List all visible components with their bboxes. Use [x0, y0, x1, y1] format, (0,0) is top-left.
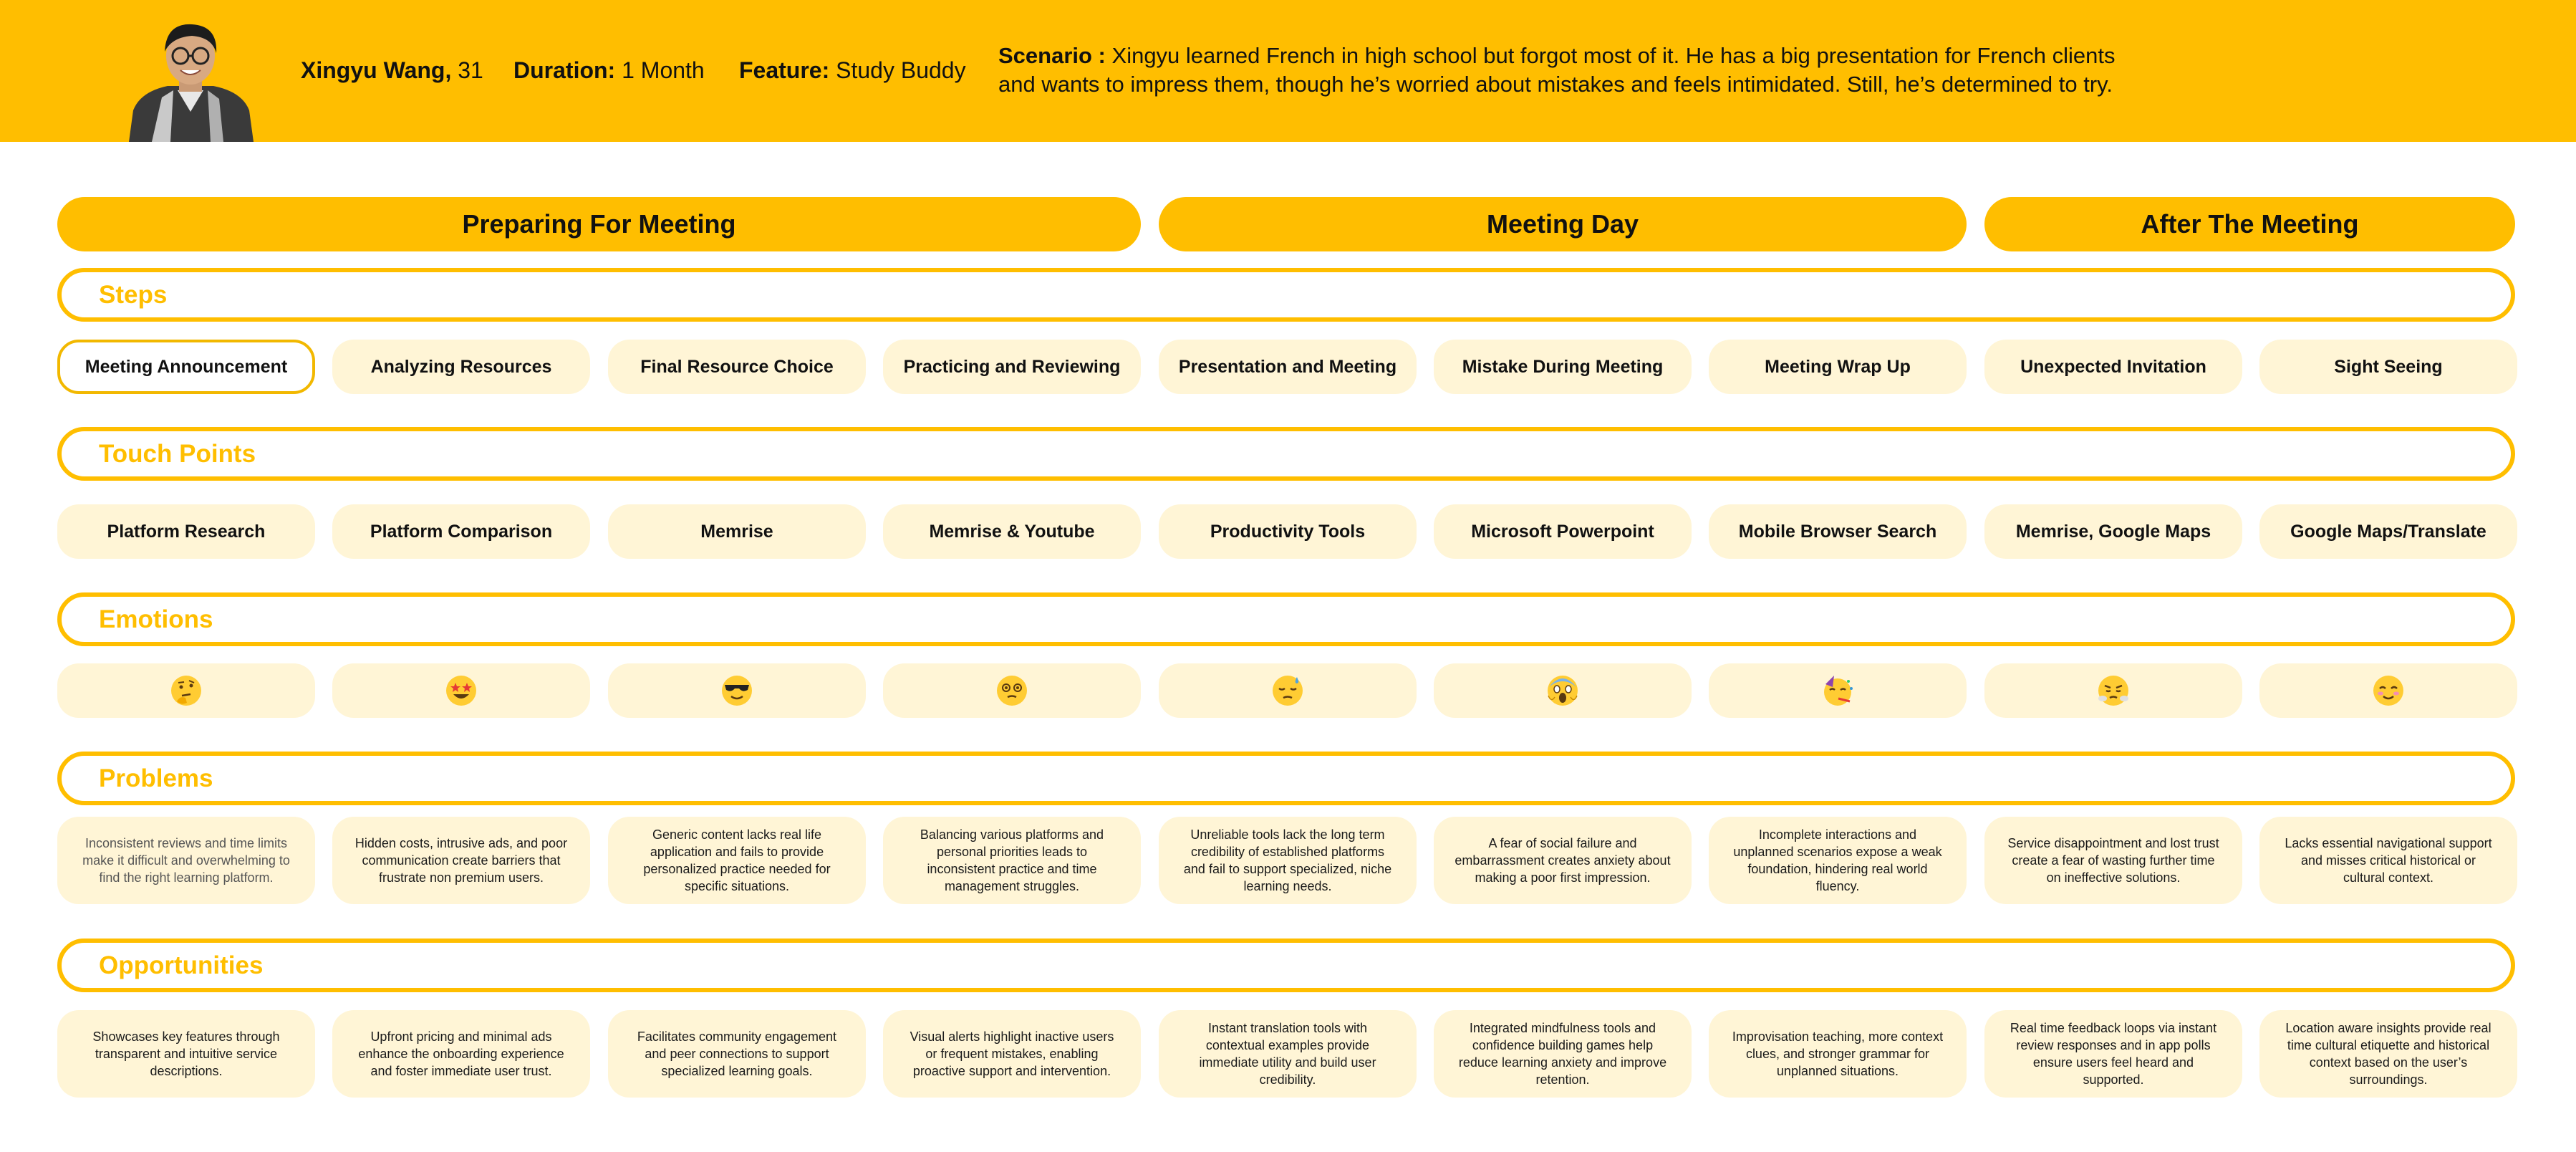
touch-point-item: Microsoft Powerpoint: [1434, 504, 1692, 559]
step-item[interactable]: Meeting Wrap Up: [1709, 340, 1967, 394]
persona-avatar: [123, 19, 258, 142]
step-item[interactable]: Presentation and Meeting: [1159, 340, 1417, 394]
section-problems: Problems: [57, 752, 2515, 805]
step-item[interactable]: Final Resource Choice: [608, 340, 866, 394]
problem-item: Generic content lacks real life application and fails to provide personalized practice needed for specific situations.: [608, 817, 866, 904]
step-item[interactable]: Analyzing Resources: [332, 340, 590, 394]
thinking-face-icon: [170, 674, 203, 707]
opportunity-item: Visual alerts highlight inactive users or frequent mistakes, enabling proactive support and intervention.: [883, 1010, 1141, 1098]
problem-item: Incomplete interactions and unplanned scenarios expose a weak foundation, hindering real world fluency.: [1709, 817, 1967, 904]
problem-item: Lacks essential navigational support and misses critical historical or cultural context.: [2259, 817, 2517, 904]
touch-point-item: Mobile Browser Search: [1709, 504, 1967, 559]
touch-point-item: Memrise & Youtube: [883, 504, 1141, 559]
touch-point-item: Memrise, Google Maps: [1984, 504, 2242, 559]
section-touch-points: Touch Points: [57, 427, 2515, 481]
problem-item: Balancing various platforms and personal priorities leads to inconsistent practice and time management struggles.: [883, 817, 1141, 904]
partying-face-icon: [1821, 674, 1854, 707]
smiling-blush-face-icon: [2372, 674, 2405, 707]
opportunity-item: Integrated mindfulness tools and confidence building games help reduce learning anxiety and improve retention.: [1434, 1010, 1692, 1098]
opportunity-item: Location aware insights provide real time cultural etiquette and historical context based on the user’s surroundings.: [2259, 1010, 2517, 1098]
emotion-cell: [332, 663, 590, 718]
emotion-cell: [608, 663, 866, 718]
step-item[interactable]: Mistake During Meeting: [1434, 340, 1692, 394]
step-item[interactable]: Meeting Announcement: [57, 340, 315, 394]
dizzy-face-icon: [995, 674, 1028, 707]
star-struck-icon: [445, 674, 478, 707]
emotion-cell: [1159, 663, 1417, 718]
touch-point-item: Platform Comparison: [332, 504, 590, 559]
step-item[interactable]: Practicing and Reviewing: [883, 340, 1141, 394]
persona-feature: Feature: Study Buddy: [739, 57, 966, 83]
step-item[interactable]: Unexpected Invitation: [1984, 340, 2242, 394]
touch-point-item: Platform Research: [57, 504, 315, 559]
persona-header: [0, 0, 2576, 142]
scenario-text: Scenario : Xingyu learned French in high school but forgot most of it. He has a big presentation for French clients and wants to impress them, though he’s worried about mistakes and feels intimidated. Still, he’s determined to try.: [998, 43, 2116, 97]
opportunity-item: Improvisation teaching, more context clues, and stronger grammar for unplanned situations.: [1709, 1010, 1967, 1098]
sunglasses-face-icon: [720, 674, 753, 707]
problem-item: Hidden costs, intrusive ads, and poor communication create barriers that frustrate non premium users.: [332, 817, 590, 904]
emotion-cell: [1709, 663, 1967, 718]
section-opportunities: Opportunities: [57, 939, 2515, 992]
touch-point-item: Memrise: [608, 504, 866, 559]
section-steps: Steps: [57, 268, 2515, 322]
steam-nose-face-icon: [2097, 674, 2130, 707]
problem-item: Inconsistent reviews and time limits make it difficult and overwhelming to find the right learning platform.: [57, 817, 315, 904]
persona-duration: Duration: 1 Month: [513, 57, 705, 83]
persona-name: Xingyu Wang, 31: [301, 57, 483, 83]
touch-point-item: Google Maps/Translate: [2259, 504, 2517, 559]
emotion-cell: [1434, 663, 1692, 718]
section-emotions: Emotions: [57, 592, 2515, 646]
opportunity-item: Real time feedback loops via instant review responses and in app polls ensure users feel heard and supported.: [1984, 1010, 2242, 1098]
touch-point-item: Productivity Tools: [1159, 504, 1417, 559]
emotion-cell: [1984, 663, 2242, 718]
problem-item: Service disappointment and lost trust create a fear of wasting further time on ineffective solutions.: [1984, 817, 2242, 904]
phase-after-meeting: After The Meeting: [1984, 197, 2515, 251]
screaming-face-icon: [1546, 674, 1579, 707]
step-item[interactable]: Sight Seeing: [2259, 340, 2517, 394]
emotion-cell: [2259, 663, 2517, 718]
problem-item: A fear of social failure and embarrassment creates anxiety about making a poor first impression.: [1434, 817, 1692, 904]
emotion-cell: [57, 663, 315, 718]
phase-meeting-day: Meeting Day: [1159, 197, 1967, 251]
opportunity-item: Facilitates community engagement and peer connections to support specialized learning goals.: [608, 1010, 866, 1098]
problem-item: Unreliable tools lack the long term credibility of established platforms and fail to support specialized, niche learning needs.: [1159, 817, 1417, 904]
downcast-sweat-face-icon: [1271, 674, 1304, 707]
opportunity-item: Instant translation tools with contextual examples provide immediate utility and build user credibility.: [1159, 1010, 1417, 1098]
opportunity-item: Showcases key features through transparent and intuitive service descriptions.: [57, 1010, 315, 1098]
emotion-cell: [883, 663, 1141, 718]
opportunity-item: Upfront pricing and minimal ads enhance the onboarding experience and foster immediate user trust.: [332, 1010, 590, 1098]
phase-preparing: Preparing For Meeting: [57, 197, 1141, 251]
